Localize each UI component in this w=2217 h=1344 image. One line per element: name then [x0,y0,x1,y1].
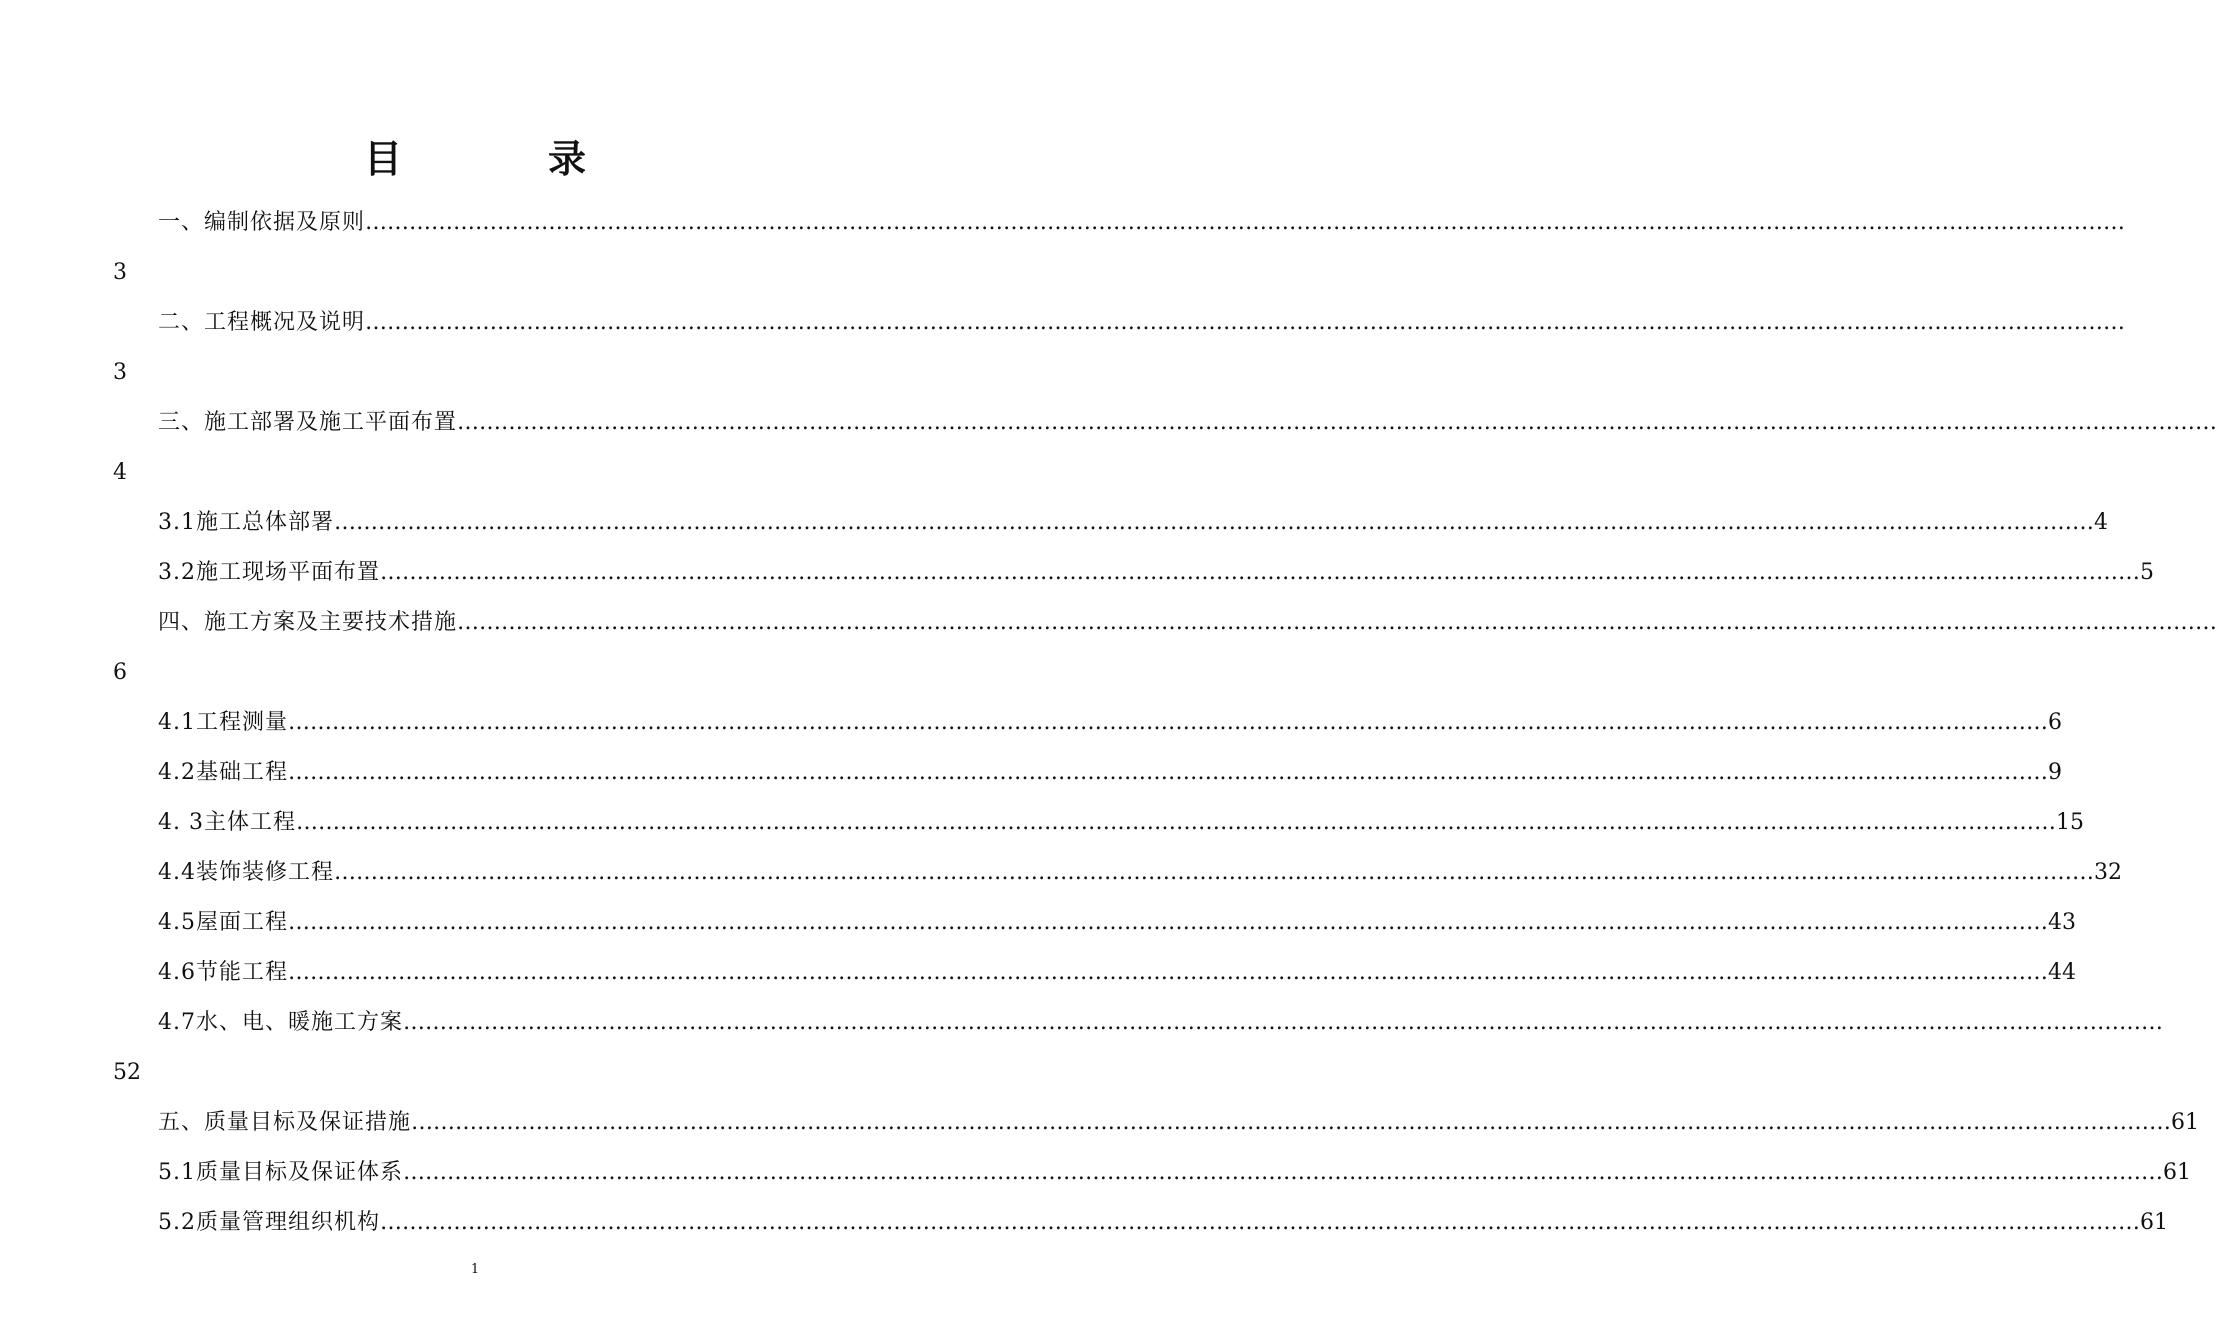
toc-entry[interactable] [0,398,2217,448]
toc-entry-row [158,548,2154,598]
dot-leader: …………………………………………………………………………………………………………………………………………………………………………………………………………………… [403,1010,2163,1035]
toc-entry-title: 4. 3主体工程 [158,810,296,835]
toc-entry-page: 5 [2140,560,2154,585]
dot-leader: …………………………………………………………………………………………………………………………………………………………………………………………………………………… [334,510,2094,535]
toc-entry-row [158,1198,2168,1248]
toc-entry-page: 44 [2048,960,2076,985]
dot-leader: …………………………………………………………………………………………………………………………………………………………………………………………………………………… [403,1160,2163,1185]
toc-entry[interactable] [0,748,2062,798]
toc-entry[interactable] [0,548,2154,598]
toc-entry-page: 61 [2140,1210,2168,1235]
toc-entry-row [158,948,2076,998]
toc-entry-row [158,848,2122,898]
toc-entry-row [158,998,2163,1048]
toc-entry-title: 一、编制依据及原则 [158,210,366,235]
toc-entry-wrapped-page [0,648,950,698]
dot-leader: …………………………………………………………………………………………………………………………………………………………………………………………………………………… [380,1210,2140,1235]
toc-entry[interactable] [0,898,2076,948]
dot-leader: …………………………………………………………………………………………………………………………………………………………………………………………………………………… [457,410,2217,435]
dot-leader: …………………………………………………………………………………………………………………………………………………………………………………………………………………… [295,810,2056,835]
dot-leader: …………………………………………………………………………………………………………………………………………………………………………………………………………………… [288,760,2048,785]
toc-entry-title: 五、质量目标及保证措施 [158,1110,412,1135]
toc-entry-row [158,698,2062,748]
toc-entry[interactable] [0,598,2217,648]
toc-entry-page: 4 [113,460,127,485]
toc-entry[interactable] [0,198,2126,248]
dot-leader: …………………………………………………………………………………………………………………………………………………………………………………………………………………… [288,910,2048,935]
toc-entry-page: 3 [113,360,127,385]
toc-entry-page: 9 [2048,760,2062,785]
dot-leader: …………………………………………………………………………………………………………………………………………………………………………………………………………………… [288,710,2048,735]
toc-entry-row [158,198,2126,248]
toc-entry-title: 4.1工程测量 [158,710,288,735]
toc-entry-wrapped-page [0,348,950,398]
toc-entry-page: 61 [2171,1110,2200,1135]
toc-entry[interactable] [0,848,2122,898]
toc-entry-title: 四、施工方案及主要技术措施 [158,610,458,635]
toc-entry-row [158,748,2062,798]
dot-leader: …………………………………………………………………………………………………………………………………………………………………………………………………………………… [457,610,2217,635]
toc-entry-title: 4.5屋面工程 [158,910,288,935]
toc-entry[interactable] [0,498,2108,548]
page-title: 目 录 [363,137,640,181]
toc-entry-row [158,398,2217,448]
toc-entry-row [158,498,2108,548]
toc-entry-title: 二、工程概况及说明 [158,310,366,335]
toc-entry-page: 15 [2055,810,2084,835]
dot-leader: …………………………………………………………………………………………………………………………………………………………………………………………………………………… [334,860,2094,885]
toc-entry[interactable] [0,948,2076,998]
toc-entry-wrapped-page [0,248,950,298]
toc-entry[interactable] [0,698,2062,748]
toc-entry-title: 3.2施工现场平面布置 [158,560,380,585]
toc-entry[interactable] [0,998,2163,1048]
toc-entry-row [158,898,2076,948]
toc-entry[interactable] [0,1198,2168,1248]
toc-entry-row [158,798,2084,848]
toc-entry-title: 三、施工部署及施工平面布置 [158,410,458,435]
toc-entry-page: 6 [2048,710,2062,735]
toc-entry-row [158,598,2217,648]
table-of-contents [0,198,2217,1248]
toc-entry-page: 4 [2094,510,2108,535]
toc-entry-page: 61 [2163,1160,2191,1185]
toc-entry[interactable] [0,798,2084,848]
toc-entry-title: 5.2质量管理组织机构 [158,1210,380,1235]
dot-leader: …………………………………………………………………………………………………………………………………………………………………………………………………………………… [365,210,2126,235]
toc-entry[interactable] [0,298,2126,348]
toc-entry-row [158,1148,2191,1198]
toc-entry-row [158,298,2126,348]
dot-leader: …………………………………………………………………………………………………………………………………………………………………………………………………………………… [411,1110,2172,1135]
toc-entry-title: 4.6节能工程 [158,960,288,985]
dot-leader: …………………………………………………………………………………………………………………………………………………………………………………………………………………… [380,560,2140,585]
toc-entry-title: 4.4装饰装修工程 [158,860,334,885]
toc-entry-wrapped-page [0,1048,950,1098]
dot-leader: …………………………………………………………………………………………………………………………………………………………………………………………………………………… [288,960,2048,985]
toc-entry-row [158,1098,2200,1148]
toc-entry-page: 6 [113,660,127,685]
page-number-footer: 1 [470,1262,480,1277]
toc-entry-page: 52 [113,1060,141,1085]
toc-entry-title: 4.7水、电、暖施工方案 [158,1010,403,1035]
toc-entry-title: 4.2基础工程 [158,760,288,785]
toc-entry-title: 5.1质量目标及保证体系 [158,1160,403,1185]
toc-entry-page: 3 [113,260,127,285]
toc-entry-wrapped-page [0,448,950,498]
toc-entry-page: 32 [2094,860,2122,885]
toc-entry-title: 3.1施工总体部署 [158,510,334,535]
toc-entry[interactable] [0,1098,2200,1148]
dot-leader: …………………………………………………………………………………………………………………………………………………………………………………………………………………… [365,310,2126,335]
toc-entry-page: 43 [2048,910,2076,935]
toc-entry[interactable] [0,1148,2191,1198]
